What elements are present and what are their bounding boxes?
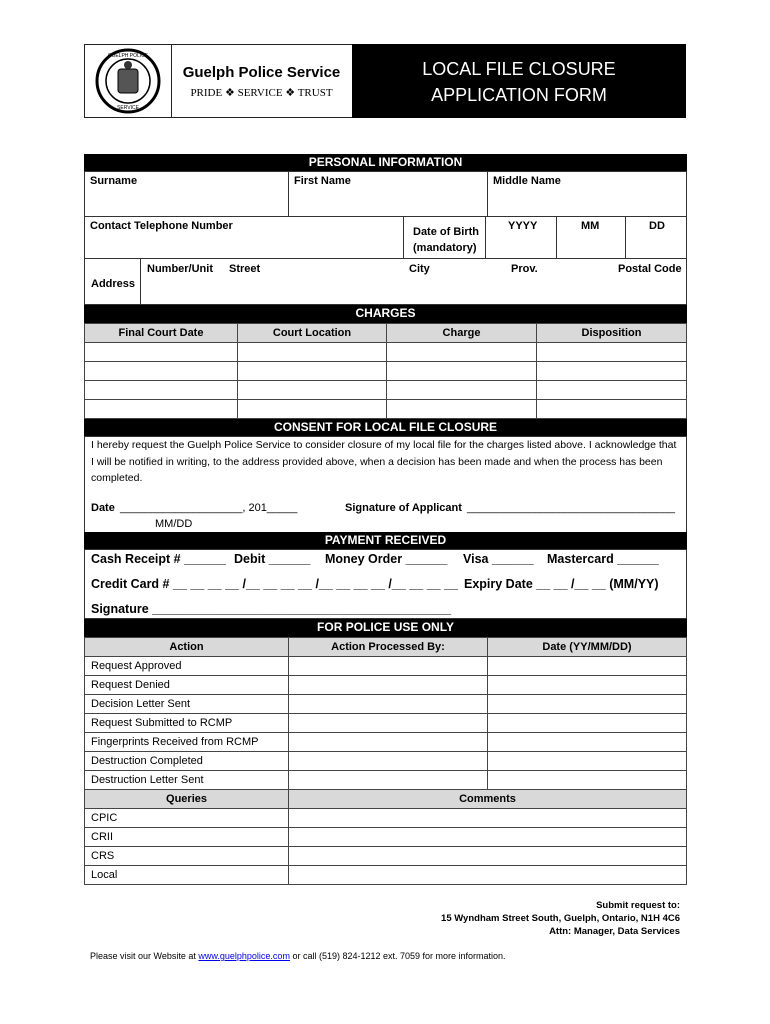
processed-by-cell[interactable] <box>289 695 488 714</box>
dob-month-field[interactable] <box>556 216 626 259</box>
table-row <box>85 381 687 400</box>
signature-applicant-label: Signature of Applicant <box>345 502 462 514</box>
date-cell[interactable] <box>488 676 687 695</box>
cash-receipt-field[interactable]: Cash Receipt # ______ <box>91 552 226 566</box>
action-label: Fingerprints Received from RCMP <box>85 733 289 752</box>
footer-suffix: or call (519) 824-1212 ext. 7059 for more information. <box>289 951 506 961</box>
dob-label-cell <box>403 216 486 259</box>
charges-heading: CHARGES <box>84 305 687 323</box>
prov-label: Prov. <box>511 263 538 275</box>
col-action-processed-by: Action Processed By: <box>289 638 488 657</box>
org-name: Guelph Police Service <box>182 64 341 81</box>
consent-box <box>84 436 687 533</box>
processed-by-cell[interactable] <box>289 771 488 790</box>
footer-note <box>90 951 506 961</box>
col-court-location: Court Location <box>238 324 387 343</box>
query-label: CRS <box>85 847 289 866</box>
table-row <box>85 752 687 771</box>
processed-by-cell[interactable] <box>289 733 488 752</box>
dob-label-line2: (mandatory) <box>413 242 477 254</box>
table-row <box>85 676 687 695</box>
form-title-line1: LOCAL FILE CLOSURE <box>422 59 616 79</box>
charge-cell[interactable] <box>387 362 537 381</box>
table-row <box>85 714 687 733</box>
visa-field[interactable]: Visa ______ <box>463 552 534 566</box>
processed-by-cell[interactable] <box>289 714 488 733</box>
queries-header-row <box>85 790 687 809</box>
dob-year-label: YYYY <box>508 220 538 232</box>
logo-text-top: GUELPH POLICE <box>107 53 149 59</box>
dob-day-field[interactable] <box>625 216 687 259</box>
date-cell[interactable] <box>488 714 687 733</box>
address-label-cell <box>84 258 141 305</box>
charge-cell[interactable] <box>387 381 537 400</box>
col-charge: Charge <box>387 324 537 343</box>
submit-block <box>441 899 680 938</box>
table-row <box>85 695 687 714</box>
processed-by-cell[interactable] <box>289 676 488 695</box>
dob-year-field[interactable] <box>485 216 557 259</box>
table-row <box>85 400 687 419</box>
form-title-line2: APPLICATION FORM <box>431 85 607 105</box>
col-final-court-date: Final Court Date <box>85 324 238 343</box>
query-label: CRII <box>85 828 289 847</box>
police-crest-logo <box>85 45 171 117</box>
charge-cell[interactable] <box>537 343 687 362</box>
header-logo-box <box>84 44 172 118</box>
charges-header-row <box>85 324 687 343</box>
charge-cell[interactable] <box>537 381 687 400</box>
submit-line2: 15 Wyndham Street South, Guelph, Ontario, N1H 4C6 <box>441 913 680 924</box>
table-row <box>85 847 687 866</box>
website-link[interactable]: www.guelphpolice.com <box>198 951 290 961</box>
charge-cell[interactable] <box>238 400 387 419</box>
col-queries: Queries <box>85 790 289 809</box>
charge-cell[interactable] <box>85 362 238 381</box>
col-action: Action <box>85 638 289 657</box>
query-label: Local <box>85 866 289 885</box>
charge-cell[interactable] <box>238 362 387 381</box>
first-name-label: First Name <box>294 175 351 187</box>
payment-box <box>84 549 687 619</box>
surname-label: Surname <box>90 175 138 187</box>
submit-line1: Submit request to: <box>596 900 680 911</box>
col-comments: Comments <box>289 790 687 809</box>
table-row <box>85 362 687 381</box>
table-row <box>85 733 687 752</box>
money-order-field[interactable]: Money Order ______ <box>325 552 448 566</box>
charge-cell[interactable] <box>387 343 537 362</box>
expiry-date-field[interactable]: Expiry Date __ __ /__ __ (MM/YY) <box>464 577 659 591</box>
comment-cell[interactable] <box>289 809 687 828</box>
charge-cell[interactable] <box>238 343 387 362</box>
consent-text: I hereby request the Guelph Police Service to consider closure of my local file for the charges listed above. I acknowledge that I will be notified in writing, to the address provided above, when a decision has been made and when the process has been completed. <box>91 439 677 484</box>
contact-phone-field[interactable] <box>84 216 404 259</box>
table-row <box>85 866 687 885</box>
org-motto: PRIDE ❖ SERVICE ❖ TRUST <box>190 87 333 99</box>
dob-month-label: MM <box>581 220 600 232</box>
first-name-field[interactable] <box>288 171 488 217</box>
action-label: Destruction Letter Sent <box>85 771 289 790</box>
charge-cell[interactable] <box>537 400 687 419</box>
charge-cell[interactable] <box>537 362 687 381</box>
table-row <box>85 343 687 362</box>
charge-cell[interactable] <box>85 400 238 419</box>
address-field[interactable] <box>140 258 687 305</box>
action-label: Request Denied <box>85 676 289 695</box>
action-label: Decision Letter Sent <box>85 695 289 714</box>
middle-name-field[interactable] <box>487 171 687 217</box>
date-cell[interactable] <box>488 733 687 752</box>
payment-signature-field[interactable]: Signature ___________________________________________ <box>91 602 452 616</box>
personal-info-heading: PERSONAL INFORMATION <box>84 154 687 172</box>
charge-cell[interactable] <box>238 381 387 400</box>
charge-cell[interactable] <box>85 381 238 400</box>
comment-cell[interactable] <box>289 847 687 866</box>
police-header-row <box>85 638 687 657</box>
postal-code-label: Postal Code <box>618 263 682 275</box>
comment-cell[interactable] <box>289 828 687 847</box>
middle-name-label: Middle Name <box>493 175 561 187</box>
debit-field[interactable]: Debit ______ <box>234 552 311 566</box>
form-title <box>352 44 686 118</box>
payment-heading: PAYMENT RECEIVED <box>84 532 687 550</box>
col-date: Date (YY/MM/DD) <box>488 638 687 657</box>
submit-line3: Attn: Manager, Data Services <box>549 926 680 937</box>
processed-by-cell[interactable] <box>289 752 488 771</box>
date-cell[interactable] <box>488 771 687 790</box>
action-label: Destruction Completed <box>85 752 289 771</box>
charge-cell[interactable] <box>387 400 537 419</box>
credit-card-field[interactable]: Credit Card # __ __ __ __ /__ __ __ __ /__ __ __ __ /__ __ __ __ <box>91 577 458 591</box>
logo-text-bottom: SERVICE <box>117 105 139 111</box>
dob-label-line1: Date of Birth <box>413 226 479 238</box>
dob-day-label: DD <box>649 220 665 232</box>
consent-heading: CONSENT FOR LOCAL FILE CLOSURE <box>84 419 687 437</box>
date-cell[interactable] <box>488 695 687 714</box>
table-row <box>85 809 687 828</box>
street-label: Street <box>229 263 261 275</box>
police-use-heading: FOR POLICE USE ONLY <box>84 619 687 637</box>
consent-date-line[interactable]: ____________________, 201_____ <box>120 502 298 514</box>
table-row <box>85 771 687 790</box>
action-label: Request Approved <box>85 657 289 676</box>
table-row <box>85 657 687 676</box>
date-cell[interactable] <box>488 657 687 676</box>
surname-field[interactable] <box>84 171 289 217</box>
footer-prefix: Please visit our Website at <box>90 951 199 961</box>
address-label: Address <box>91 278 136 290</box>
processed-by-cell[interactable] <box>289 657 488 676</box>
header-org-box <box>171 44 353 118</box>
charge-cell[interactable] <box>85 343 238 362</box>
action-label: Request Submitted to RCMP <box>85 714 289 733</box>
date-cell[interactable] <box>488 752 687 771</box>
query-label: CPIC <box>85 809 289 828</box>
charges-table <box>84 323 687 419</box>
number-unit-label: Number/Unit <box>147 263 213 275</box>
col-disposition: Disposition <box>537 324 687 343</box>
police-actions-table <box>84 637 687 790</box>
city-label: City <box>409 263 430 275</box>
consent-date-format: MM/DD <box>155 518 193 530</box>
comment-cell[interactable] <box>289 866 687 885</box>
signature-applicant-line[interactable]: __________________________________ <box>467 502 676 514</box>
contact-phone-label: Contact Telephone Number <box>90 220 233 232</box>
table-row <box>85 828 687 847</box>
consent-date-label: Date <box>91 502 115 514</box>
mastercard-field[interactable]: Mastercard ______ <box>547 552 659 566</box>
queries-table <box>84 789 687 885</box>
